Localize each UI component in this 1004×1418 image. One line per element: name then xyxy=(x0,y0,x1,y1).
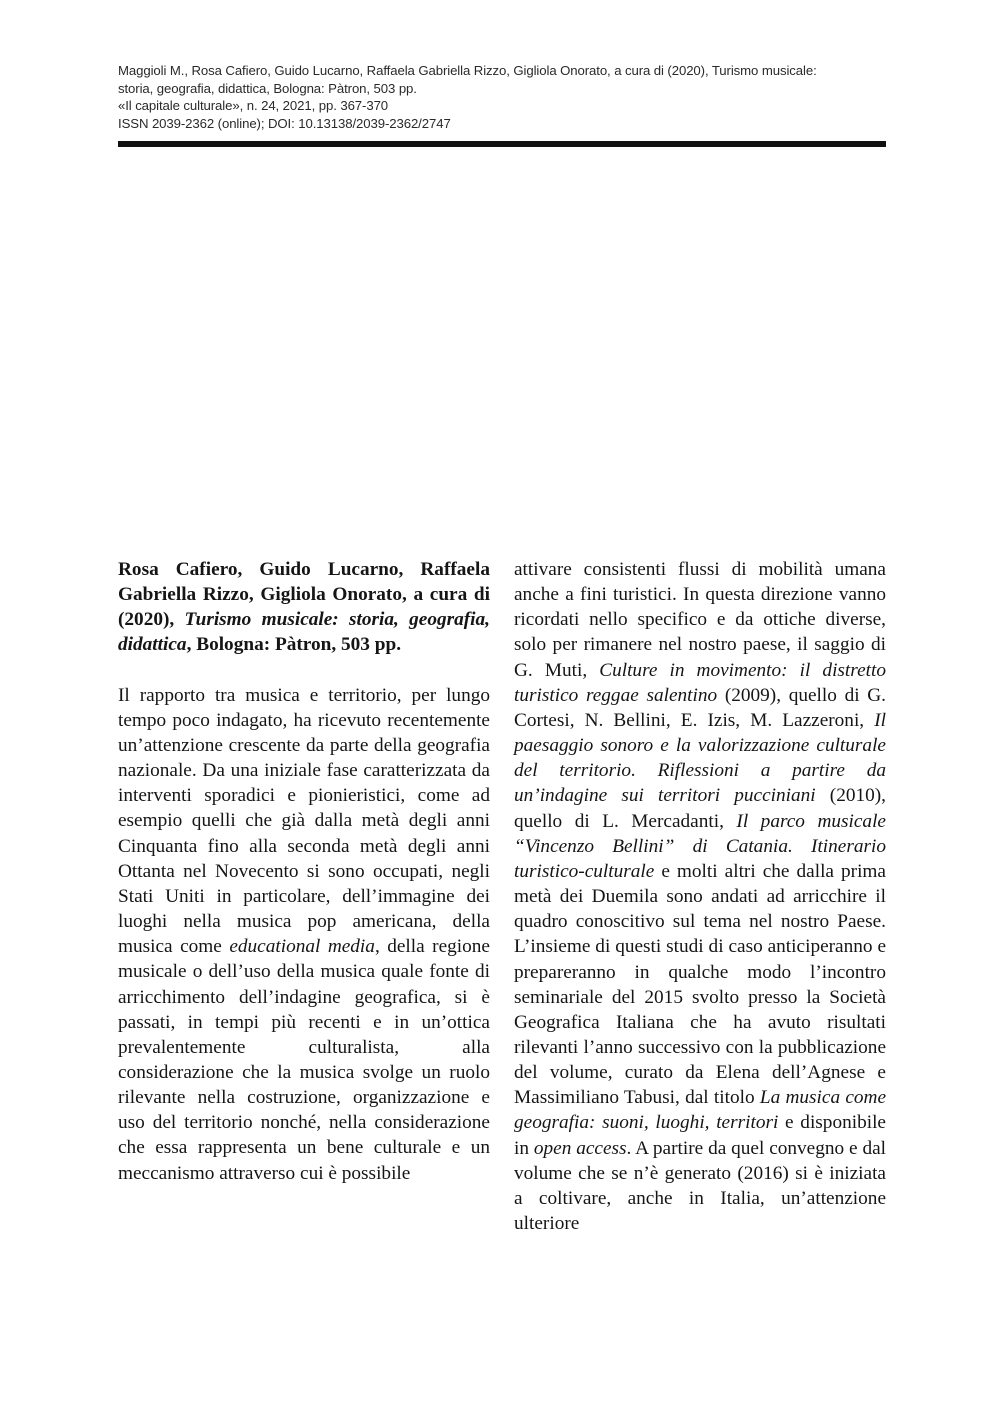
right-text-5: e disponibile in xyxy=(514,1112,886,1159)
review-reference-title xyxy=(118,557,490,658)
left-emphasis-1: educational media xyxy=(229,936,375,958)
right-column xyxy=(514,557,886,1236)
citation-header xyxy=(118,62,888,132)
left-paragraph xyxy=(118,683,490,1186)
right-emphasis-4: La musica come geografia: suoni, luoghi, territori xyxy=(514,1087,887,1134)
reference-authors: Rosa Cafiero, Guido Lucarno, Raffaela Gabriella Rizzo, Gigliola Onorato, a cura di (2020), xyxy=(118,559,490,631)
right-text-4: e molti altri che dalla prima metà dei Duemila sono andati ad arricchire il quadro conoscitivo sul tema nel nostro Paese. L’insieme di questi studi di caso anticiperanno e prepareranno in qualche modo l’incontro seminariale del 2015 svolto presso la Società Geografica Italiana che ha avuto risultati rilevanti l’anno successivo con la pubblicazione del volume, curato da Elena dell’Agnese e Massimiliano Tabusi, dal titolo xyxy=(514,860,886,1109)
right-text-3: (2010), quello di L. Mercadanti, xyxy=(514,785,887,832)
right-text-6: . A partire da quel convegno e dal volume che se n’è generato (2016) si è iniziata a coltivare, anche in Italia, un’attenzione ulteriore xyxy=(514,1137,887,1235)
citation-line-2: storia, geografia, didattica, Bologna: Pàtron, 503 pp. xyxy=(118,80,417,96)
right-paragraph xyxy=(514,557,886,1236)
right-emphasis-5: open access xyxy=(533,1137,627,1159)
citation-line-4: ISSN 2039-2362 (online); DOI: 10.13138/2039-2362/2747 xyxy=(118,115,451,131)
right-emphasis-1: Culture in movimento: il distretto turistico reggae salentino xyxy=(514,659,886,706)
left-text-1: Il rapporto tra musica e territorio, per lungo tempo poco indagato, ha ricevuto recentemente un’attenzione crescente da parte della geografia nazionale. Da una iniziale fase caratterizzata da interventi sporadici e pionieristici, come ad esempio quelli che già dalla metà degli anni Cinquanta fino alla seconda metà degli anni Ottanta nel Novecento si sono occupati, negli Stati Uniti in particolare, dell’immagine dei luoghi nella musica pop americana, della musica come xyxy=(118,684,490,958)
citation-line-1: Maggioli M., Rosa Cafiero, Guido Lucarno, Raffaela Gabriella Rizzo, Gigliola Onorato, a cura di (2020), Turismo musicale: xyxy=(118,63,817,78)
header-rule xyxy=(118,141,886,147)
right-emphasis-2: Il paesaggio sonoro e la valorizzazione culturale del territorio. Riflessioni a partire da un’indagine sui territori pucciniani xyxy=(514,709,886,807)
reference-book-title: Turismo musicale: storia, geografia, didattica xyxy=(118,609,490,656)
left-text-2: , della regione musicale o dell’uso della musica quale fonte di arricchimento dell’indagine geografica, si è passati, in tempi più recenti e in un’ottica prevalentemente culturalista, alla considerazione che la musica svolge un ruolo rilevante nella costruzione, organizzazione e uso del territorio nonché, nella considerazione che essa rappresenta un bene culturale e un meccanismo attraverso cui è possibile xyxy=(118,936,490,1184)
reference-publisher: , Bologna: Pàtron, 503 pp. xyxy=(186,634,402,656)
left-column xyxy=(118,557,490,1186)
right-text-2: (2009), quello di G. Cortesi, N. Bellini, E. Izis, M. Lazzeroni, xyxy=(514,684,886,731)
citation-line-3: «Il capitale culturale», n. 24, 2021, pp. 367-370 xyxy=(118,98,389,113)
right-text-1: attivare consistenti flussi di mobilità umana anche a fini turistici. In questa direzione vanno ricordati nello specifico e da ottiche diverse, solo per rimanere nel nostro paese, il saggio di G. Muti, xyxy=(514,559,886,681)
right-emphasis-3: Il parco musicale “Vincenzo Bellini” di Catania. Itinerario turistico-culturale xyxy=(514,810,886,882)
